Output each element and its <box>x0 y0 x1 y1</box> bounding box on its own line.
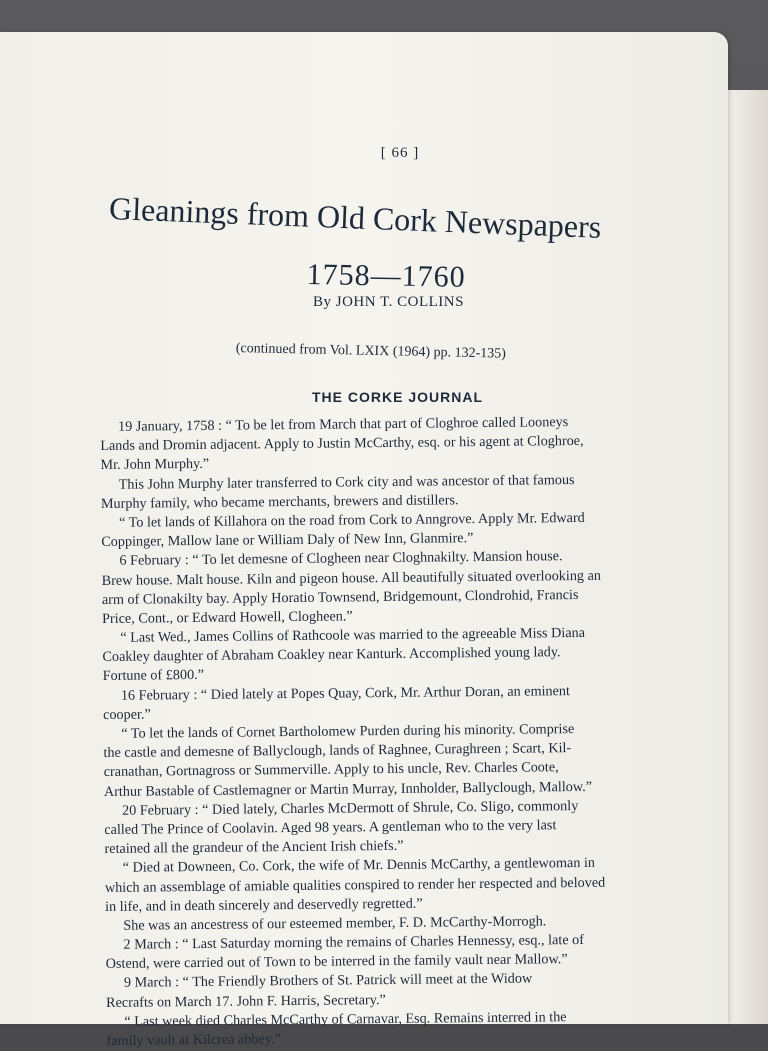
text-line: “ To let the lands of Cornet Bartholomew Purden during his minority. Comprise <box>121 721 575 742</box>
text-line: 6 February : “ To let demesne of Clogheen near Cloghnakilty. Mansion house. <box>119 548 563 570</box>
text-line: 16 February : “ Died lately at Popes Quay, Cork, Mr. Arthur Doran, an eminent <box>120 682 571 704</box>
text-line: the castle and demesne of Ballyclough, lands of Raghnee, Curaghreen ; Scart, Kil- <box>103 740 572 762</box>
text-line: called The Prince of Coolavin. Aged 98 years. A gentleman who to the very last <box>104 817 557 838</box>
text-line: Recrafts on March 17. John F. Harris, Secretary.” <box>106 991 386 1011</box>
text-line: arm of Clonakilty bay. Apply Horatio Townsend, Bridgemount, Clondrohid, Francis <box>101 586 579 608</box>
text-line: Arthur Bastable of Castlemagner or Martin Murray, Innholder, Ballyclough, Mallow.” <box>103 778 593 800</box>
text-line: Lands and Dromin adjacent. Apply to Justin McCarthy, esq. or his agent at Cloghroe, <box>100 433 584 455</box>
text-line: 2 March : “ Last Saturday morning the remains of Charles Hennessy, esq., late of <box>123 932 585 953</box>
text-line: “ Died at Downeen, Co. Cork, the wife of Mr. Dennis McCarthy, a gentlewoman in <box>122 855 596 877</box>
text-line: 9 March : “ The Friendly Brothers of St. Patrick will meet at the Widow <box>123 970 533 992</box>
article-title: Gleanings from Old Cork Newspapers <box>108 189 602 245</box>
text-line: cooper.” <box>103 706 151 723</box>
text-line: Murphy family, who became merchants, brewers and distillers. <box>100 492 459 512</box>
section-heading: THE CORKE JOURNAL <box>312 389 484 405</box>
text-line: “ Last Wed., James Collins of Rathcoole was married to the agreeable Miss Diana <box>120 624 586 646</box>
text-line: Brew house. Malt house. Kiln and pigeon house. All beautifully situated overlooking an <box>101 567 602 589</box>
text-line: cranathan, Gortnagross or Summerville. Apply to his uncle, Rev. Charles Coote, <box>103 759 559 781</box>
author-byline: By JOHN T. COLLINS <box>313 294 464 310</box>
text-line: Mr. John Murphy.” <box>100 456 210 474</box>
text-line: retained all the grandeur of the Ancient Irish chiefs.” <box>104 837 404 858</box>
text-line: She was an ancestress of our esteemed member, F. D. McCarthy-Morrogh. <box>123 913 547 934</box>
text-line: Fortune of £800.” <box>102 667 205 685</box>
book-page <box>0 32 728 1049</box>
text-line: This John Murphy later transferred to Cork city and was ancestor of that famous <box>118 471 575 493</box>
article-years: 1758—1760 <box>306 258 466 294</box>
continuation-note: (continued from Vol. LXIX (1964) pp. 132-135) <box>235 341 507 362</box>
text-line: Ostend, were carried out of Town to be interred in the family vault near Mallow.” <box>105 951 568 973</box>
text-line: Coppinger, Mallow lane or William Daly of New Inn, Glanmire.” <box>101 530 474 551</box>
text-line: 19 January, 1758 : “ To be let from March that part of Cloghroe called Looneys <box>118 414 569 435</box>
text-line: “ Last week died Charles McCarthy of Carnavar, Esq. Remains interred in the <box>124 1008 567 1030</box>
text-line: 20 February : “ Died lately, Charles McDermott of Shrule, Co. Sligo, commonly <box>122 797 579 819</box>
page-number: [ 66 ] <box>380 145 420 161</box>
text-line: which an assemblage of amiable qualities conspired to render her respected and beloved <box>104 874 606 896</box>
text-line: “ To let lands of Killahora on the road from Cork to Anngrove. Apply Mr. Edward <box>119 509 585 531</box>
text-line: family vault at Kilcrea abbey.” <box>106 1031 281 1049</box>
text-line: Coakley daughter of Abraham Coakley near Kanturk. Accomplished young lady. <box>102 644 561 666</box>
article-body <box>100 412 707 1051</box>
text-line: Price, Cont., or Edward Howell, Clogheen.” <box>102 608 353 627</box>
text-line: in life, and in death sincerely and deservedly regretted.” <box>105 895 423 915</box>
